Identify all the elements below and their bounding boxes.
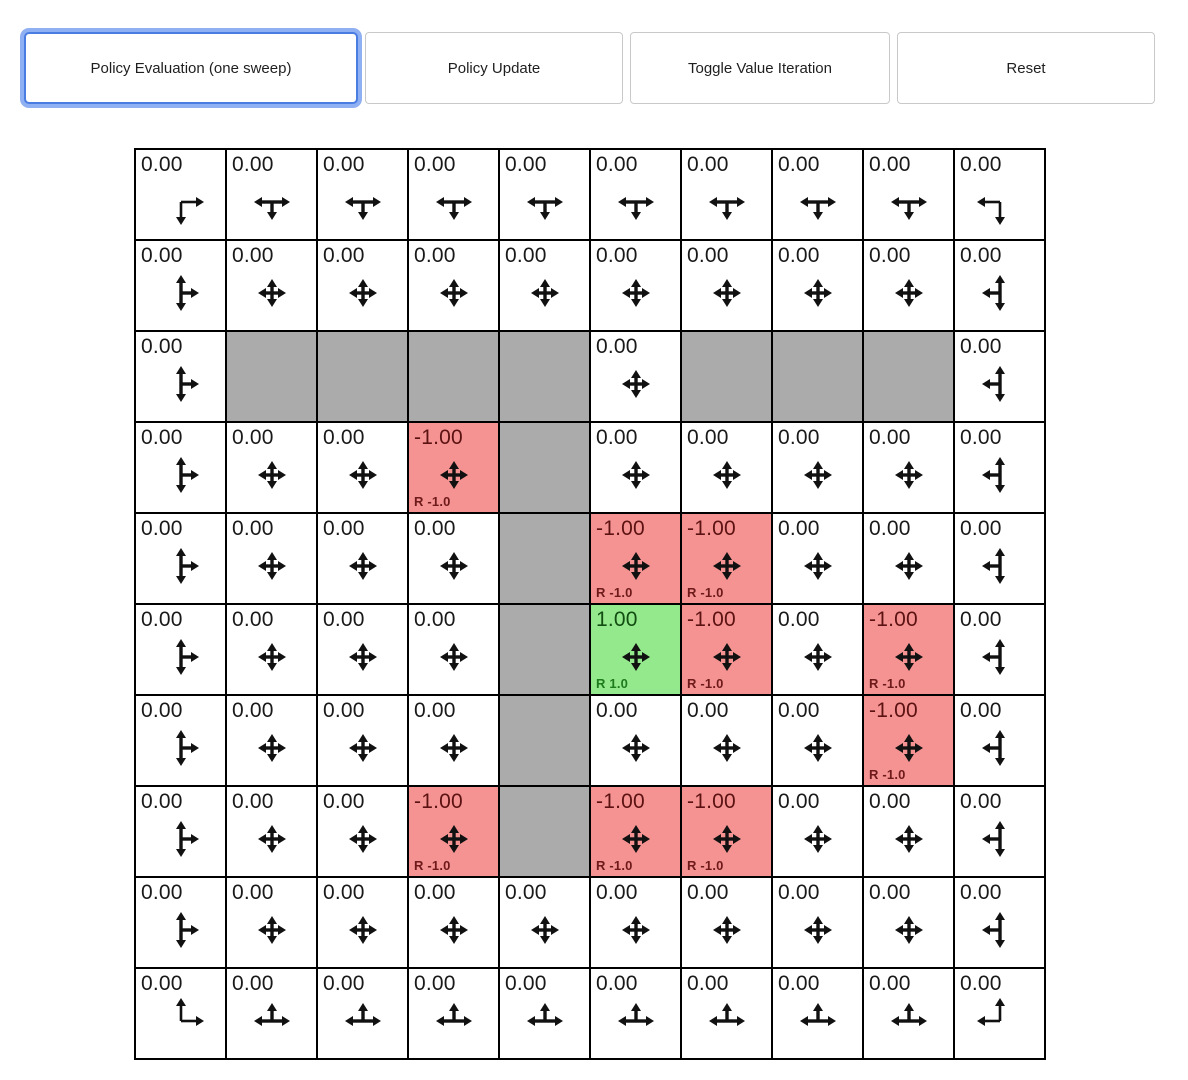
cell-value: 0.00: [323, 881, 365, 904]
cell-reward: R -1.0: [596, 585, 633, 600]
grid-cell[interactable]: [226, 695, 317, 786]
grid-cell[interactable]: [226, 422, 317, 513]
cell-value: 0.00: [687, 699, 729, 722]
cell-value: -1.00: [687, 790, 736, 813]
wall-cell: [499, 695, 590, 786]
policy-arrows-icon: [153, 356, 209, 412]
policy-arrows-icon: [426, 993, 482, 1049]
grid-cell[interactable]: [681, 149, 772, 240]
cell-reward: R -1.0: [687, 676, 724, 691]
cell-value: 0.00: [778, 790, 820, 813]
policy-arrows-icon: [699, 902, 755, 958]
cell-value: 0.00: [141, 244, 183, 267]
grid-cell[interactable]: [408, 422, 499, 513]
cell-value: 0.00: [869, 153, 911, 176]
cell-value: 0.00: [869, 426, 911, 449]
grid-cell[interactable]: [863, 695, 954, 786]
cell-value: 0.00: [414, 972, 456, 995]
policy-arrows-icon: [881, 902, 937, 958]
wall-cell: [317, 331, 408, 422]
cell-reward: R -1.0: [596, 858, 633, 873]
cell-reward: R -1.0: [687, 858, 724, 873]
grid-cell[interactable]: [863, 786, 954, 877]
cell-value: 0.00: [687, 881, 729, 904]
grid-cell[interactable]: [681, 968, 772, 1059]
policy-arrows-icon: [153, 538, 209, 594]
cell-value: 1.00: [596, 608, 638, 631]
grid-cell[interactable]: [135, 331, 226, 422]
policy-arrows-icon: [335, 720, 391, 776]
policy-arrows-icon: [153, 811, 209, 867]
grid-cell[interactable]: [590, 786, 681, 877]
cell-value: 0.00: [232, 517, 274, 540]
policy-arrows-icon: [426, 174, 482, 230]
policy-arrows-icon: [244, 447, 300, 503]
grid-cell[interactable]: [408, 695, 499, 786]
grid-cell[interactable]: [317, 422, 408, 513]
grid-cell[interactable]: [772, 786, 863, 877]
cell-value: 0.00: [141, 426, 183, 449]
policy-arrows-icon: [335, 174, 391, 230]
cell-value: 0.00: [596, 699, 638, 722]
policy-arrows-icon: [517, 993, 573, 1049]
grid-cell[interactable]: [681, 786, 772, 877]
cell-value: 0.00: [414, 244, 456, 267]
grid-cell[interactable]: [135, 695, 226, 786]
grid-cell[interactable]: [408, 149, 499, 240]
cell-value: 0.00: [505, 244, 547, 267]
cell-value: -1.00: [687, 517, 736, 540]
policy-arrows-icon: [517, 174, 573, 230]
cell-value: 0.00: [869, 972, 911, 995]
policy-arrows-icon: [972, 720, 1028, 776]
policy-arrows-icon: [972, 902, 1028, 958]
policy-arrows-icon: [881, 174, 937, 230]
policy-arrows-icon: [790, 629, 846, 685]
policy-arrows-icon: [972, 538, 1028, 594]
policy-arrows-icon: [881, 447, 937, 503]
policy-arrows-icon: [790, 720, 846, 776]
cell-value: 0.00: [414, 153, 456, 176]
cell-value: 0.00: [960, 790, 1002, 813]
grid-cell[interactable]: [408, 604, 499, 695]
grid-cell[interactable]: [772, 968, 863, 1059]
grid-cell[interactable]: [590, 331, 681, 422]
grid-cell[interactable]: [135, 877, 226, 968]
grid-cell[interactable]: [954, 422, 1045, 513]
cell-value: 0.00: [960, 881, 1002, 904]
cell-reward: R -1.0: [414, 494, 451, 509]
cell-value: 0.00: [960, 335, 1002, 358]
cell-value: 0.00: [960, 244, 1002, 267]
wall-cell: [499, 786, 590, 877]
cell-value: 0.00: [596, 244, 638, 267]
grid-cell[interactable]: [772, 604, 863, 695]
cell-value: 0.00: [687, 426, 729, 449]
cell-value: 0.00: [141, 972, 183, 995]
cell-value: 0.00: [414, 608, 456, 631]
policy-arrows-icon: [244, 629, 300, 685]
grid-cell[interactable]: [681, 513, 772, 604]
policy-arrows-icon: [153, 629, 209, 685]
cell-value: -1.00: [596, 790, 645, 813]
gridworld: [134, 148, 1046, 1060]
cell-value: -1.00: [869, 699, 918, 722]
policy-arrows-icon: [790, 538, 846, 594]
policy-arrows-icon: [699, 265, 755, 321]
grid-cell[interactable]: [226, 968, 317, 1059]
grid-cell[interactable]: [408, 513, 499, 604]
cell-value: 0.00: [869, 881, 911, 904]
policy-arrows-icon: [244, 993, 300, 1049]
cell-value: 0.00: [687, 972, 729, 995]
cell-value: 0.00: [960, 699, 1002, 722]
policy-arrows-icon: [153, 720, 209, 776]
cell-value: 0.00: [596, 972, 638, 995]
policy-arrows-icon: [699, 720, 755, 776]
policy-arrows-icon: [244, 720, 300, 776]
grid-cell[interactable]: [135, 240, 226, 331]
grid-cell[interactable]: [226, 240, 317, 331]
policy-arrows-icon: [608, 993, 664, 1049]
grid-cell[interactable]: [408, 240, 499, 331]
policy-arrows-icon: [335, 902, 391, 958]
wall-cell: [772, 331, 863, 422]
cell-value: 0.00: [323, 972, 365, 995]
cell-value: 0.00: [323, 608, 365, 631]
cell-value: 0.00: [232, 790, 274, 813]
policy-update-button[interactable]: Policy Update: [365, 32, 623, 104]
grid-cell[interactable]: [317, 968, 408, 1059]
policy-arrows-icon: [608, 902, 664, 958]
cell-value: 0.00: [778, 244, 820, 267]
policy-arrows-icon: [517, 902, 573, 958]
cell-value: 0.00: [960, 153, 1002, 176]
cell-value: -1.00: [687, 608, 736, 631]
grid-cell[interactable]: [408, 877, 499, 968]
cell-reward: R 1.0: [596, 676, 629, 691]
grid-cell[interactable]: [772, 149, 863, 240]
grid-cell[interactable]: [226, 604, 317, 695]
policy-arrows-icon: [426, 629, 482, 685]
wall-cell: [499, 331, 590, 422]
policy-arrows-icon: [790, 447, 846, 503]
cell-value: 0.00: [141, 153, 183, 176]
cell-value: 0.00: [323, 790, 365, 813]
policy-arrows-icon: [972, 265, 1028, 321]
grid-cell[interactable]: [681, 695, 772, 786]
policy-arrows-icon: [699, 174, 755, 230]
grid-cell[interactable]: [590, 968, 681, 1059]
policy-arrows-icon: [244, 811, 300, 867]
cell-value: 0.00: [869, 517, 911, 540]
cell-value: 0.00: [505, 153, 547, 176]
grid-cell[interactable]: [954, 513, 1045, 604]
policy-arrows-icon: [790, 993, 846, 1049]
cell-value: 0.00: [414, 699, 456, 722]
grid-cell[interactable]: [681, 422, 772, 513]
cell-value: 0.00: [687, 153, 729, 176]
grid-cell[interactable]: [772, 877, 863, 968]
cell-value: 0.00: [141, 881, 183, 904]
policy-arrows-icon: [153, 993, 209, 1049]
grid-cell[interactable]: [499, 149, 590, 240]
wall-cell: [863, 331, 954, 422]
cell-reward: R -1.0: [869, 676, 906, 691]
policy-arrows-icon: [790, 174, 846, 230]
cell-value: 0.00: [141, 517, 183, 540]
cell-value: 0.00: [232, 426, 274, 449]
cell-value: 0.00: [960, 972, 1002, 995]
policy-arrows-icon: [972, 629, 1028, 685]
wall-cell: [681, 331, 772, 422]
cell-value: 0.00: [778, 699, 820, 722]
policy-arrows-icon: [517, 265, 573, 321]
grid-cell[interactable]: [772, 240, 863, 331]
cell-value: 0.00: [232, 881, 274, 904]
grid-cell[interactable]: [226, 513, 317, 604]
wall-cell: [499, 604, 590, 695]
policy-arrows-icon: [608, 265, 664, 321]
policy-arrows-icon: [153, 265, 209, 321]
cell-value: 0.00: [505, 881, 547, 904]
policy-arrows-icon: [153, 174, 209, 230]
cell-value: 0.00: [232, 244, 274, 267]
policy-arrows-icon: [426, 902, 482, 958]
policy-arrows-icon: [790, 265, 846, 321]
grid-cell[interactable]: [863, 422, 954, 513]
cell-value: 0.00: [414, 881, 456, 904]
grid-cell[interactable]: [863, 968, 954, 1059]
policy-arrows-icon: [335, 811, 391, 867]
grid-cell[interactable]: [226, 149, 317, 240]
cell-value: 0.00: [323, 153, 365, 176]
cell-value: 0.00: [596, 335, 638, 358]
grid-cell[interactable]: [863, 240, 954, 331]
grid-cell[interactable]: [863, 149, 954, 240]
grid-cell[interactable]: [954, 968, 1045, 1059]
policy-arrows-icon: [881, 811, 937, 867]
grid-cell[interactable]: [863, 604, 954, 695]
grid-cell[interactable]: [135, 786, 226, 877]
policy-arrows-icon: [881, 265, 937, 321]
cell-value: 0.00: [141, 790, 183, 813]
cell-value: -1.00: [596, 517, 645, 540]
cell-value: 0.00: [778, 881, 820, 904]
cell-value: 0.00: [323, 426, 365, 449]
toggle-value-iteration-button[interactable]: Toggle Value Iteration: [630, 32, 890, 104]
cell-value: 0.00: [596, 426, 638, 449]
grid-cell[interactable]: [135, 513, 226, 604]
policy-arrows-icon: [335, 265, 391, 321]
policy-arrows-icon: [244, 902, 300, 958]
grid-cell[interactable]: [499, 877, 590, 968]
wall-cell: [408, 331, 499, 422]
policy-arrows-icon: [608, 356, 664, 412]
cell-value: 0.00: [141, 699, 183, 722]
cell-value: 0.00: [869, 244, 911, 267]
grid-cell[interactable]: [863, 513, 954, 604]
wall-cell: [226, 331, 317, 422]
cell-value: 0.00: [414, 517, 456, 540]
policy-arrows-icon: [972, 447, 1028, 503]
grid-cell[interactable]: [954, 240, 1045, 331]
grid-cell[interactable]: [226, 786, 317, 877]
cell-value: -1.00: [414, 426, 463, 449]
grid-cell[interactable]: [317, 513, 408, 604]
grid-cell[interactable]: [226, 877, 317, 968]
grid-cell[interactable]: [863, 877, 954, 968]
grid-cell[interactable]: [681, 877, 772, 968]
cell-value: 0.00: [687, 244, 729, 267]
policy-arrows-icon: [972, 174, 1028, 230]
cell-value: -1.00: [869, 608, 918, 631]
grid-cell[interactable]: [408, 786, 499, 877]
policy-arrows-icon: [335, 993, 391, 1049]
grid-cell[interactable]: [135, 604, 226, 695]
cell-value: 0.00: [323, 517, 365, 540]
grid-cell[interactable]: [317, 877, 408, 968]
policy-arrows-icon: [335, 538, 391, 594]
cell-value: 0.00: [232, 608, 274, 631]
policy-arrows-icon: [699, 447, 755, 503]
grid-cell[interactable]: [135, 968, 226, 1059]
toolbar: [24, 24, 1188, 112]
grid-cell[interactable]: [317, 786, 408, 877]
cell-value: 0.00: [141, 335, 183, 358]
grid-cell[interactable]: [590, 240, 681, 331]
grid-cell[interactable]: [499, 240, 590, 331]
grid-cell[interactable]: [590, 604, 681, 695]
policy-arrows-icon: [153, 902, 209, 958]
grid-cell[interactable]: [590, 513, 681, 604]
cell-value: 0.00: [505, 972, 547, 995]
cell-value: 0.00: [778, 608, 820, 631]
grid-cell[interactable]: [317, 695, 408, 786]
grid-cell[interactable]: [317, 240, 408, 331]
grid-cell[interactable]: [954, 331, 1045, 422]
cell-value: 0.00: [778, 517, 820, 540]
policy-arrows-icon: [972, 811, 1028, 867]
cell-value: 0.00: [778, 972, 820, 995]
cell-reward: R -1.0: [687, 585, 724, 600]
policy-arrows-icon: [426, 720, 482, 776]
cell-reward: R -1.0: [869, 767, 906, 782]
reset-button[interactable]: Reset: [897, 32, 1155, 104]
cell-value: 0.00: [596, 153, 638, 176]
grid-cell[interactable]: [954, 786, 1045, 877]
grid-cell[interactable]: [590, 422, 681, 513]
cell-value: 0.00: [141, 608, 183, 631]
cell-value: 0.00: [232, 972, 274, 995]
policy-arrows-icon: [881, 538, 937, 594]
policy-arrows-icon: [699, 993, 755, 1049]
grid-cell[interactable]: [590, 695, 681, 786]
grid-cell[interactable]: [954, 877, 1045, 968]
policy-arrows-icon: [790, 902, 846, 958]
wall-cell: [499, 422, 590, 513]
grid-cell[interactable]: [954, 149, 1045, 240]
policy-arrows-icon: [790, 811, 846, 867]
grid-cell[interactable]: [590, 149, 681, 240]
grid-cell[interactable]: [317, 149, 408, 240]
cell-value: 0.00: [960, 426, 1002, 449]
grid-cell[interactable]: [772, 695, 863, 786]
cell-value: 0.00: [323, 699, 365, 722]
grid-cell[interactable]: [135, 422, 226, 513]
policy-arrows-icon: [244, 538, 300, 594]
cell-value: 0.00: [960, 608, 1002, 631]
cell-value: 0.00: [778, 426, 820, 449]
grid-cell[interactable]: [772, 513, 863, 604]
policy-arrows-icon: [881, 993, 937, 1049]
policy-arrows-icon: [972, 356, 1028, 412]
cell-value: 0.00: [869, 790, 911, 813]
policy-arrows-icon: [244, 265, 300, 321]
policy-arrows-icon: [608, 447, 664, 503]
cell-value: 0.00: [960, 517, 1002, 540]
grid-cell[interactable]: [317, 604, 408, 695]
grid-cell[interactable]: [681, 240, 772, 331]
grid-cell[interactable]: [499, 968, 590, 1059]
policy-evaluation-button[interactable]: Policy Evaluation (one sweep): [24, 32, 358, 104]
grid-cell[interactable]: [135, 149, 226, 240]
policy-arrows-icon: [244, 174, 300, 230]
grid-cell[interactable]: [954, 604, 1045, 695]
cell-value: 0.00: [232, 699, 274, 722]
grid-cell[interactable]: [590, 877, 681, 968]
cell-value: 0.00: [232, 153, 274, 176]
policy-arrows-icon: [335, 629, 391, 685]
wall-cell: [499, 513, 590, 604]
cell-value: 0.00: [323, 244, 365, 267]
grid-cell[interactable]: [772, 422, 863, 513]
grid-cell[interactable]: [408, 968, 499, 1059]
grid-cell[interactable]: [954, 695, 1045, 786]
cell-value: 0.00: [596, 881, 638, 904]
policy-arrows-icon: [608, 174, 664, 230]
policy-arrows-icon: [426, 265, 482, 321]
policy-arrows-icon: [972, 993, 1028, 1049]
grid-cell[interactable]: [681, 604, 772, 695]
policy-arrows-icon: [426, 538, 482, 594]
policy-arrows-icon: [153, 447, 209, 503]
policy-arrows-icon: [335, 447, 391, 503]
cell-reward: R -1.0: [414, 858, 451, 873]
policy-arrows-icon: [608, 720, 664, 776]
cell-value: -1.00: [414, 790, 463, 813]
cell-value: 0.00: [778, 153, 820, 176]
